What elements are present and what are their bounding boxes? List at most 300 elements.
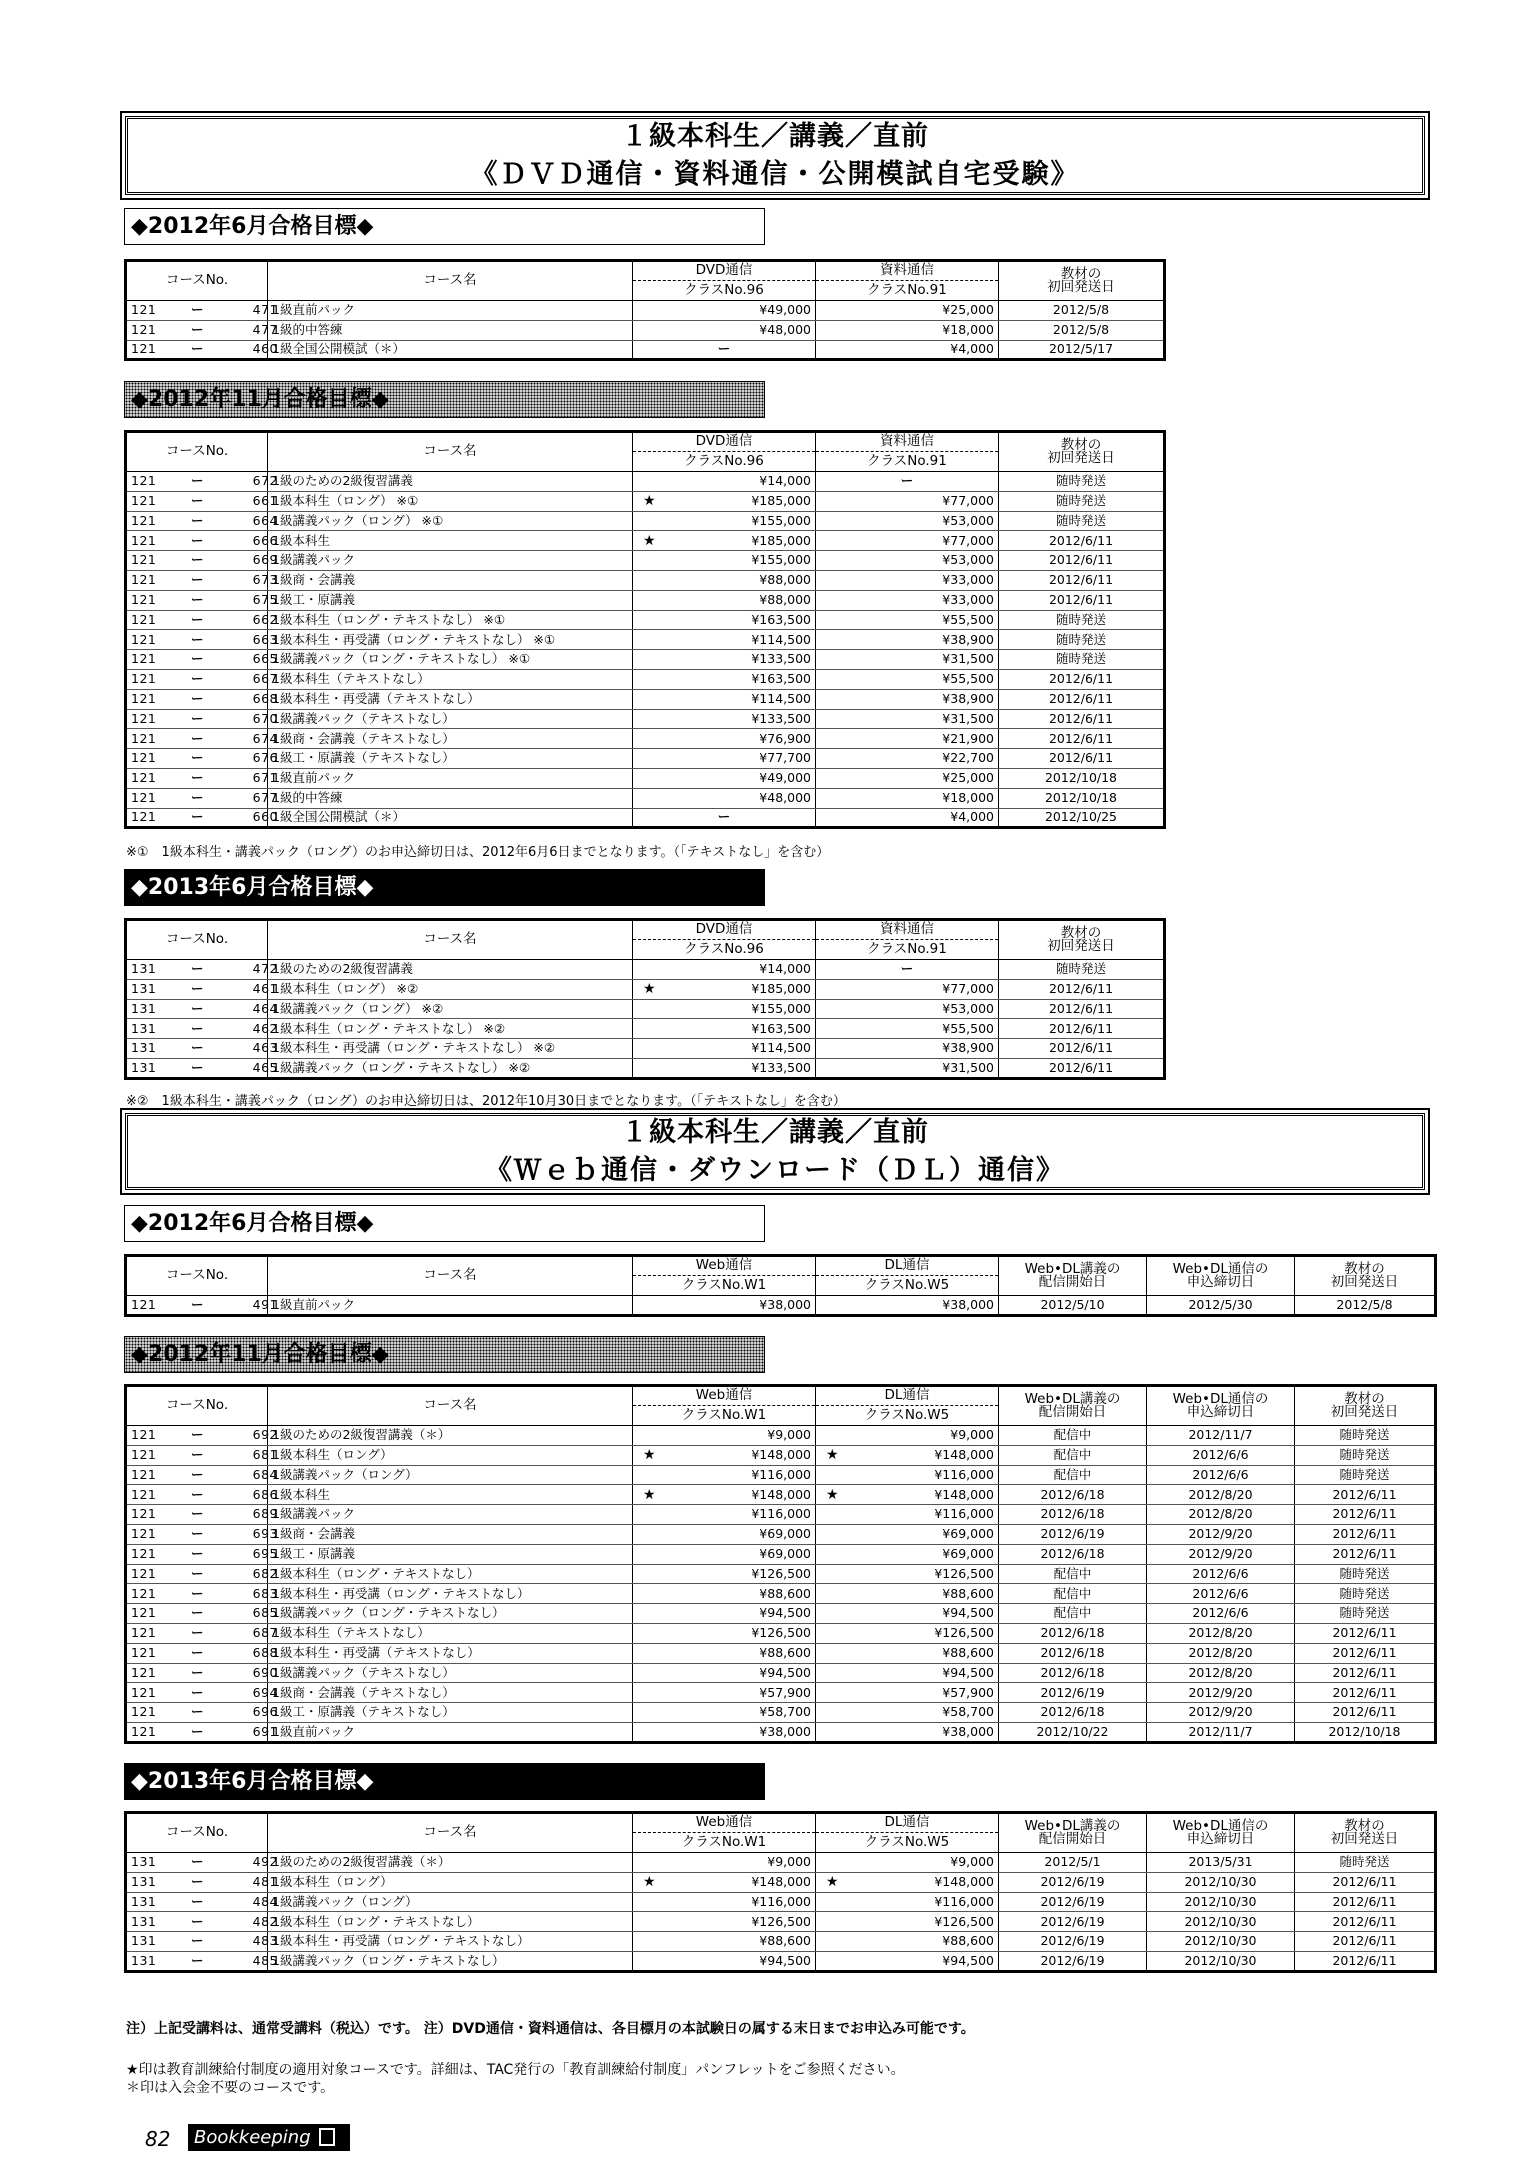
footnote: ※② 1級本科生・講義パック（ロング）のお申込締切日は、2012年10月30日までとなります。（「テキストなし」を含む）	[126, 1094, 846, 1109]
date-cell: 2012/6/6	[1147, 1465, 1295, 1485]
price-value: ー	[717, 341, 731, 357]
price-1-cell	[633, 1663, 816, 1683]
date-cell: 2012/5/10	[999, 1296, 1147, 1316]
price-1-cell	[633, 1683, 816, 1703]
price-2-cell	[816, 1932, 999, 1952]
course-dash: ー	[191, 1644, 205, 1660]
table-row	[126, 650, 1165, 670]
date-cell: 2012/10/22	[999, 1722, 1147, 1742]
header-kyozai-line1: 教材の	[1060, 924, 1102, 941]
date-cell: 2012/6/11	[999, 1058, 1165, 1078]
price-value: ¥94,500	[759, 1952, 811, 1968]
course-prefix: 121	[131, 512, 157, 528]
course-no-cell	[126, 768, 278, 788]
course-no-cell	[126, 1604, 278, 1624]
course-number: 672	[252, 473, 278, 489]
header-haishin-line1: Web•DL講義の	[1024, 1260, 1121, 1277]
header-dl-class: クラスNo.W5	[816, 1406, 999, 1426]
course-name-cell: 1級本科生（テキストなし）	[268, 669, 633, 689]
header-course-no: コースNo.	[126, 1813, 268, 1853]
price-value: ¥126,500	[934, 1913, 994, 1929]
table-row	[126, 1505, 1436, 1525]
course-no-cell	[126, 1465, 278, 1485]
course-table	[124, 1254, 1437, 1317]
header-kyozai-line1: 教材の	[1344, 1817, 1385, 1834]
course-name-cell: 1級本科生（テキストなし）	[268, 1623, 633, 1643]
course-name-cell: 1級講義パック	[268, 1505, 633, 1525]
course-dash: ー	[191, 631, 205, 647]
course-no-cell	[126, 1892, 278, 1912]
course-dash: ー	[191, 1893, 205, 1909]
price-value: ¥116,000	[751, 1466, 811, 1482]
price-value: ¥48,000	[759, 321, 811, 337]
star-mark-icon: ★	[826, 1874, 839, 1891]
price-2-cell	[816, 979, 999, 999]
course-no-cell	[126, 570, 278, 590]
header-course-name: コース名	[268, 1386, 633, 1426]
course-name-cell: 1級本科生（ロング）	[268, 1445, 633, 1465]
course-prefix: 121	[131, 1684, 157, 1700]
date-cell: 2012/6/11	[1295, 1623, 1436, 1643]
price-2-cell	[816, 570, 999, 590]
date-cell: 2012/9/20	[1147, 1703, 1295, 1723]
course-prefix: 121	[131, 809, 157, 825]
part2-title-box	[120, 1108, 1430, 1195]
course-dash: ー	[191, 1625, 205, 1641]
price-value: ¥88,600	[759, 1585, 811, 1601]
course-name-cell: 1級講義パック（ロング）	[268, 1465, 633, 1485]
price-value: ¥53,000	[942, 1000, 994, 1016]
price-2-cell	[816, 768, 999, 788]
header-haishin	[999, 1256, 1147, 1296]
course-name-cell: 1級講義パック（ロング・テキストなし） ※①	[268, 650, 633, 670]
price-value: ¥9,000	[950, 1854, 994, 1870]
price-value: ¥57,900	[759, 1684, 811, 1700]
price-value: ¥185,000	[751, 532, 811, 548]
course-dash: ー	[191, 1664, 205, 1680]
price-1-cell	[633, 650, 816, 670]
course-dash: ー	[191, 789, 205, 805]
course-name-cell: 1級本科生・再受講（ロング・テキストなし） ※②	[268, 1039, 633, 1059]
date-cell: 随時発送	[999, 511, 1165, 531]
date-cell: 配信中	[999, 1604, 1147, 1624]
table-row	[126, 1663, 1436, 1683]
course-number: 676	[252, 750, 278, 766]
price-1-cell	[633, 1505, 816, 1525]
course-no-cell	[126, 1872, 278, 1892]
course-number: 693	[252, 1526, 278, 1542]
header-course-no: コースNo.	[126, 920, 268, 960]
course-number: 677	[252, 789, 278, 805]
course-dash: ー	[191, 1933, 205, 1949]
header-moushikomi-line2: 申込締切日	[1186, 1274, 1255, 1290]
price-2-cell	[816, 960, 999, 980]
header-course-no: コースNo.	[126, 1386, 268, 1426]
date-cell: 2012/6/19	[999, 1892, 1147, 1912]
header-dvd: DVD通信	[633, 920, 816, 940]
price-value: ¥4,000	[950, 809, 994, 825]
course-name-cell: 1級工・原講義（テキストなし）	[268, 749, 633, 769]
course-table	[124, 1811, 1437, 1973]
header-dvd: DVD通信	[633, 432, 816, 452]
course-prefix: 131	[131, 1893, 157, 1909]
date-cell: 2012/6/18	[999, 1703, 1147, 1723]
date-cell: 2012/6/18	[999, 1663, 1147, 1683]
part1-subtitle: 《ＤＶＤ通信・資料通信・公開模試自宅受験》	[470, 158, 1080, 190]
price-2-cell	[816, 1584, 999, 1604]
course-number: 669	[252, 552, 278, 568]
date-cell: 2012/9/20	[1147, 1544, 1295, 1564]
table-row	[126, 610, 1165, 630]
course-name-cell: 1級講義パック（ロング・テキストなし） ※②	[268, 1058, 633, 1078]
price-2-cell	[816, 1722, 999, 1742]
price-1-cell	[633, 1426, 816, 1446]
course-no-cell	[126, 960, 278, 980]
price-2-cell	[816, 1058, 999, 1078]
price-2-cell	[816, 1296, 999, 1316]
course-no-cell	[126, 709, 278, 729]
header-moushikomi-line2: 申込締切日	[1186, 1831, 1255, 1847]
header-haishin-line1: Web•DL講義の	[1024, 1817, 1121, 1834]
header-kyozai	[1295, 1813, 1436, 1853]
table-row	[126, 472, 1165, 492]
table-row	[126, 1524, 1436, 1544]
price-value: ¥77,000	[942, 532, 994, 548]
price-1-cell	[633, 1932, 816, 1952]
course-number: 668	[252, 690, 278, 706]
header-dvd: DVD通信	[633, 261, 816, 281]
date-cell: 随時発送	[999, 610, 1165, 630]
price-value: ¥38,000	[759, 1296, 811, 1312]
price-2-cell	[816, 1703, 999, 1723]
course-no-cell	[126, 531, 278, 551]
price-1-cell	[633, 1019, 816, 1039]
course-name-cell: 1級的中答練	[268, 788, 633, 808]
price-value: ¥155,000	[751, 512, 811, 528]
price-value: ¥31,500	[942, 651, 994, 667]
date-cell: 2012/6/11	[999, 669, 1165, 689]
course-no-cell	[126, 1703, 278, 1723]
course-number: 696	[252, 1704, 278, 1720]
price-1-cell	[633, 472, 816, 492]
course-no-cell	[126, 1623, 278, 1643]
price-value: ¥148,000	[751, 1446, 811, 1462]
price-value: ¥155,000	[751, 1000, 811, 1016]
price-1-cell	[633, 1604, 816, 1624]
course-number: 481	[252, 1873, 278, 1889]
course-prefix: 121	[131, 1427, 157, 1443]
date-cell: 随時発送	[999, 491, 1165, 511]
price-1-cell	[633, 551, 816, 571]
date-cell: 2012/10/25	[999, 808, 1165, 828]
price-2-cell	[816, 999, 999, 1019]
course-dash: ー	[191, 1506, 205, 1522]
table-row	[126, 979, 1165, 999]
header-moushikomi-line1: Web•DL通信の	[1172, 1390, 1269, 1407]
price-value: ¥163,500	[751, 611, 811, 627]
course-prefix: 121	[131, 1605, 157, 1621]
date-cell: 2012/9/20	[1147, 1524, 1295, 1544]
price-2-cell	[816, 511, 999, 531]
date-cell: 2012/5/8	[999, 301, 1165, 321]
course-name-cell: 1級直前パック	[268, 301, 633, 321]
price-1-cell	[633, 1623, 816, 1643]
course-dash: ー	[191, 690, 205, 706]
course-no-cell	[126, 340, 278, 360]
course-number: 687	[252, 1625, 278, 1641]
course-name-cell: 1級全国公開模試（＊）	[268, 340, 633, 360]
part2-subtitle: 《Ｗｅｂ通信・ダウンロード（ＤＬ）通信》	[485, 1154, 1065, 1186]
price-value: ¥69,000	[942, 1545, 994, 1561]
course-prefix: 121	[131, 1625, 157, 1641]
price-1-cell	[633, 1058, 816, 1078]
course-no-cell	[126, 749, 278, 769]
course-name-cell: 1級本科生（ロング・テキストなし） ※①	[268, 610, 633, 630]
table-row	[126, 340, 1165, 360]
date-cell: 随時発送	[1295, 1465, 1436, 1485]
price-value: ¥88,600	[942, 1644, 994, 1660]
course-name-cell: 1級本科生・再受講（テキストなし）	[268, 1643, 633, 1663]
date-cell: 2012/6/18	[999, 1643, 1147, 1663]
course-no-cell	[126, 1722, 278, 1742]
course-dash: ー	[191, 1486, 205, 1502]
price-1-cell	[633, 1912, 816, 1932]
price-2-cell	[816, 1604, 999, 1624]
price-value: ¥88,000	[759, 572, 811, 588]
price-value: ¥114,500	[751, 631, 811, 647]
date-cell: 2012/6/11	[999, 551, 1165, 571]
course-no-cell	[126, 630, 278, 650]
table-row	[126, 1426, 1436, 1446]
date-cell: 2012/6/11	[999, 1019, 1165, 1039]
date-cell: 随時発送	[1295, 1853, 1436, 1873]
table-row	[126, 1604, 1436, 1624]
price-value: ¥163,500	[751, 1020, 811, 1036]
price-2-cell	[816, 1039, 999, 1059]
price-1-cell	[633, 511, 816, 531]
course-no-cell	[126, 320, 278, 340]
price-2-cell	[816, 1485, 999, 1505]
price-value: ¥33,000	[942, 572, 994, 588]
header-web: Web通信	[633, 1256, 816, 1276]
table-row	[126, 960, 1165, 980]
course-dash: ー	[191, 1873, 205, 1889]
course-number: 665	[252, 651, 278, 667]
date-cell: 2012/6/11	[1295, 1703, 1436, 1723]
course-table	[124, 259, 1166, 361]
part1-title-box	[120, 111, 1430, 200]
price-2-cell	[816, 301, 999, 321]
course-dash: ー	[191, 1466, 205, 1482]
price-1-cell	[633, 1703, 816, 1723]
price-value: ¥49,000	[759, 770, 811, 786]
header-dvd-class: クラスNo.96	[633, 940, 816, 960]
course-no-cell	[126, 1853, 278, 1873]
course-name-cell: 1級工・原講義	[268, 590, 633, 610]
course-no-cell	[126, 1663, 278, 1683]
star-mark-icon: ★	[643, 1447, 656, 1464]
course-prefix: 121	[131, 1506, 157, 1522]
price-2-cell	[816, 1445, 999, 1465]
course-prefix: 121	[131, 1723, 157, 1739]
course-name-cell: 1級講義パック（テキストなし）	[268, 709, 633, 729]
price-2-cell	[816, 1465, 999, 1485]
header-web-class: クラスNo.W1	[633, 1276, 816, 1296]
price-value: ¥133,500	[751, 1059, 811, 1075]
price-2-cell	[816, 1951, 999, 1971]
price-1-cell	[633, 1445, 816, 1465]
course-number: 472	[252, 961, 278, 977]
note-asterisk: ＊印は入会金不要のコースです。	[126, 2080, 335, 2096]
table-row	[126, 1703, 1436, 1723]
price-value: ¥57,900	[942, 1684, 994, 1700]
course-dash: ー	[191, 1427, 205, 1443]
price-2-cell	[816, 1663, 999, 1683]
course-number: 482	[252, 1913, 278, 1929]
price-value: ¥133,500	[751, 651, 811, 667]
course-number: 471	[252, 302, 278, 318]
course-no-cell	[126, 1058, 278, 1078]
date-cell: 随時発送	[1295, 1445, 1436, 1465]
date-cell: 2012/11/7	[1147, 1426, 1295, 1446]
date-cell: 2012/6/11	[1295, 1912, 1436, 1932]
date-cell: 2012/8/20	[1147, 1485, 1295, 1505]
course-dash: ー	[191, 341, 205, 357]
course-no-cell	[126, 1505, 278, 1525]
table-row	[126, 1485, 1436, 1505]
course-no-cell	[126, 1564, 278, 1584]
date-cell: 2012/6/11	[1295, 1951, 1436, 1971]
price-value: ¥14,000	[759, 473, 811, 489]
price-1-cell	[633, 960, 816, 980]
price-value: ¥69,000	[759, 1545, 811, 1561]
header-kyozai-line2: 初回発送日	[1330, 1831, 1399, 1847]
price-2-cell	[816, 491, 999, 511]
price-2-cell	[816, 1426, 999, 1446]
price-value: ¥31,500	[942, 710, 994, 726]
course-dash: ー	[191, 1913, 205, 1929]
course-dash: ー	[191, 750, 205, 766]
course-no-cell	[126, 1932, 278, 1952]
header-web-class: クラスNo.W1	[633, 1406, 816, 1426]
course-no-cell	[126, 1544, 278, 1564]
course-prefix: 121	[131, 492, 157, 508]
course-no-cell	[126, 1683, 278, 1703]
price-value: ¥14,000	[759, 961, 811, 977]
header-shiryo: 資料通信	[816, 261, 999, 281]
date-cell: 2012/10/18	[999, 768, 1165, 788]
date-cell: 2012/6/11	[999, 979, 1165, 999]
table-row	[126, 1853, 1436, 1873]
course-prefix: 121	[131, 710, 157, 726]
price-value: ¥148,000	[934, 1873, 994, 1889]
course-no-cell	[126, 472, 278, 492]
date-cell: 2012/6/11	[1295, 1872, 1436, 1892]
price-value: ¥38,000	[759, 1723, 811, 1739]
price-2-cell	[816, 1524, 999, 1544]
price-1-cell	[633, 1544, 816, 1564]
course-dash: ー	[191, 572, 205, 588]
star-mark-icon: ★	[826, 1486, 839, 1503]
course-no-cell	[126, 1296, 278, 1316]
course-dash: ー	[191, 1585, 205, 1601]
header-moushikomi	[1147, 1256, 1295, 1296]
table-row	[126, 1039, 1165, 1059]
course-dash: ー	[191, 671, 205, 687]
header-kyozai	[1295, 1386, 1436, 1426]
course-name-cell: 1級本科生（ロング・テキストなし） ※②	[268, 1019, 633, 1039]
course-number: 682	[252, 1565, 278, 1581]
course-no-cell	[126, 808, 278, 828]
price-value: ¥53,000	[942, 552, 994, 568]
price-value: ¥38,000	[942, 1296, 994, 1312]
price-2-cell	[816, 1683, 999, 1703]
price-1-cell	[633, 709, 816, 729]
price-value: ¥58,700	[759, 1704, 811, 1720]
course-number: 477	[252, 321, 278, 337]
course-no-cell	[126, 669, 278, 689]
course-number: 460	[252, 341, 278, 357]
course-no-cell	[126, 1584, 278, 1604]
table-row	[126, 531, 1165, 551]
date-cell: 随時発送	[999, 630, 1165, 650]
course-prefix: 121	[131, 1644, 157, 1660]
price-1-cell	[633, 491, 816, 511]
course-number: 683	[252, 1585, 278, 1601]
price-value: ¥9,000	[767, 1427, 811, 1443]
part1-title: １級本科生／講義／直前	[621, 120, 929, 152]
price-1-cell	[633, 808, 816, 828]
course-dash: ー	[191, 1854, 205, 1870]
course-prefix: 121	[131, 690, 157, 706]
date-cell: 2012/5/8	[1295, 1296, 1436, 1316]
price-value: ¥133,500	[751, 710, 811, 726]
price-1-cell	[633, 979, 816, 999]
header-kyozai	[999, 432, 1165, 472]
course-prefix: 121	[131, 473, 157, 489]
date-cell: 2012/5/1	[999, 1853, 1147, 1873]
date-cell: 2012/6/11	[999, 1039, 1165, 1059]
price-value: ¥53,000	[942, 512, 994, 528]
date-cell: 配信中	[999, 1584, 1147, 1604]
course-dash: ー	[191, 1952, 205, 1968]
date-cell: 2013/5/31	[1147, 1853, 1295, 1873]
price-value: ¥9,000	[767, 1854, 811, 1870]
price-value: ¥116,000	[934, 1893, 994, 1909]
date-cell: 2012/6/19	[999, 1872, 1147, 1892]
date-cell: 2012/6/18	[999, 1505, 1147, 1525]
header-dl: DL通信	[816, 1813, 999, 1833]
course-dash: ー	[191, 1040, 205, 1056]
date-cell: 2012/8/20	[1147, 1505, 1295, 1525]
course-number: 661	[252, 492, 278, 508]
course-number: 484	[252, 1893, 278, 1909]
price-value: ー	[900, 473, 914, 489]
course-prefix: 131	[131, 1873, 157, 1889]
course-number: 692	[252, 1427, 278, 1443]
price-value: ¥114,500	[751, 690, 811, 706]
price-2-cell	[816, 1892, 999, 1912]
price-1-cell	[633, 1465, 816, 1485]
course-dash: ー	[191, 302, 205, 318]
price-1-cell	[633, 531, 816, 551]
price-value: ¥49,000	[759, 302, 811, 318]
course-dash: ー	[191, 1565, 205, 1581]
date-cell: 配信中	[999, 1426, 1147, 1446]
section-label: ◆2012年6月合格目標◆	[124, 208, 765, 245]
course-dash: ー	[191, 1000, 205, 1016]
course-prefix: 121	[131, 1704, 157, 1720]
